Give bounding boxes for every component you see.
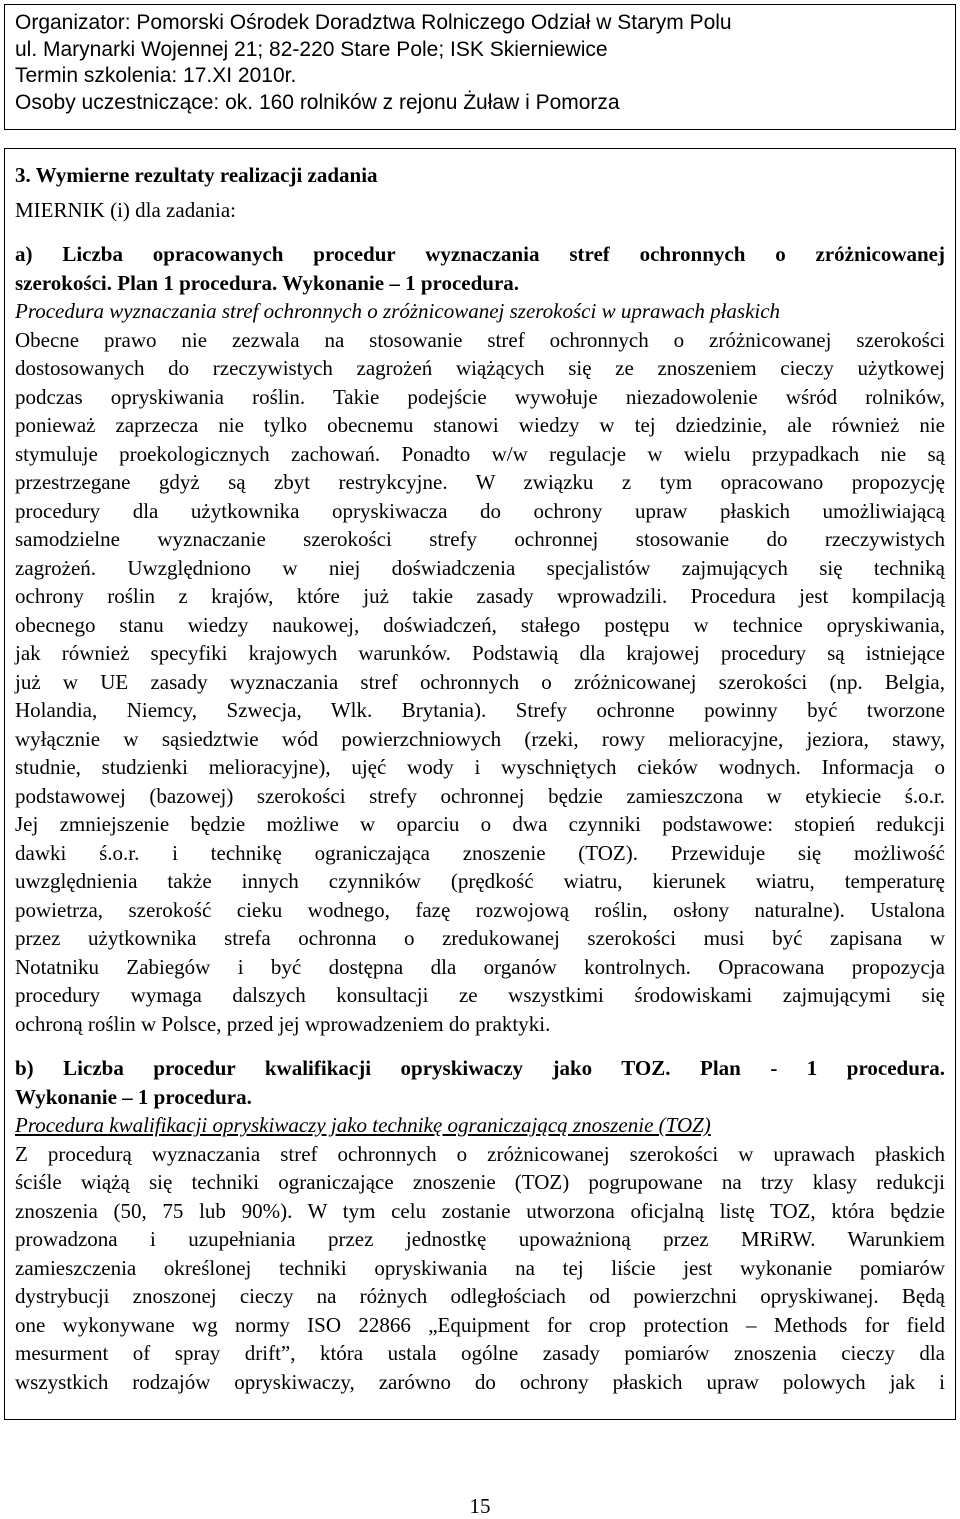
body-line: obecnego stanu wiedzy naukowej, doświadczeń, stałego postępu w technice opryskiwania, [15, 612, 945, 637]
organizer-info-box [4, 4, 956, 130]
item-a-subtitle: Procedura wyznaczania stref ochronnych o zróżnicowanej szerokości w uprawach płaskich [15, 299, 781, 323]
body-line: samodzielne wyznaczanie szerokości strefy ochronnej stosowanie do rzeczywistych [15, 527, 945, 551]
section-heading: 3. Wymierne rezultaty realizacji zadania [15, 163, 378, 187]
item-b-heading-line-2: Wykonanie – 1 procedura. [15, 1084, 252, 1109]
body-line: mesurment of spray drift”, która ustala ogólne zasady pomiarów znoszenia cieczy dla [15, 1341, 945, 1365]
body-line: jak również specyfiki krajowych warunków. Podstawią dla krajowej procedury są istniejące [15, 641, 945, 665]
body-line: przez użytkownika strefa ochronna o zredukowanej szerokości musi być zapisana w [15, 926, 945, 950]
item-a-heading-line-1: a) Liczba opracowanych procedur wyznaczania stref ochronnych o zróżnicowanej [15, 242, 945, 266]
body-line: ochrony roślin z krajów, które już takie zasady wprowadzili. Procedura jest kompilacją [15, 584, 945, 608]
body-line: Obecne prawo nie zezwala na stosowanie stref ochronnych o zróżnicowanej szerokości [15, 327, 945, 352]
body-line: uwzględnienia także innych czynników (prędkość wiatru, kierunek wiatru, temperaturę [15, 869, 945, 893]
miernik-label: MIERNIK (i) dla zadania: [15, 197, 237, 222]
body-line: przestrzegane gdyż są zbyt restrykcyjne. W związku z tym opracowano propozycję [15, 470, 945, 494]
body-line: procedury wymaga dalszych konsultacji ze wszystkimi środowiskami zajmującymi się [15, 983, 945, 1007]
body-line: wyłącznie w sąsiedztwie wód powierzchniowych (rzeki, rowy melioracyjne, jeziora, stawy, [15, 726, 945, 751]
body-line: procedury dla użytkownika opryskiwacza do ochrony upraw płaskich umożliwiającą [15, 498, 945, 523]
body-line: powietrza, szerokość cieku wodnego, fazę rozwojową roślin, osłony naturalne). Ustalona [15, 897, 945, 922]
body-line: Holandia, Niemcy, Szwecja, Wlk. Brytania). Strefy ochronne powinny być tworzone [15, 698, 945, 722]
item-a-body [15, 326, 945, 1039]
body-line: wszystkich rodzajów opryskiwaczy, zarówno do ochrony płaskich upraw polowych jak i [15, 1369, 945, 1394]
body-line: Notatniku Zabiegów i być dostępna dla organów kontrolnych. Opracowana propozycja [15, 954, 945, 979]
body-line: Jej zmniejszenie będzie możliwe w oparciu o dwa czynniki podstawowe: stopień redukcji [15, 812, 945, 836]
organizer-line: Organizator: Pomorski Ośrodek Doradztwa Rolniczego Odział w Starym Polu [15, 11, 732, 34]
item-a-heading-line-2: szerokości. Plan 1 procedura. Wykonanie – 1 procedura. [15, 270, 520, 295]
body-line: dystrybucji znoszonej cieczy na różnych odległościach od powierzchni opryskiwanej. Będą [15, 1284, 945, 1308]
body-line: studnie, studzienki melioracyjne), ujęć wody i wyschniętych cieków wodnych. Informacja o [15, 755, 945, 779]
page-number: 15 [469, 1494, 491, 1518]
results-section-box [4, 148, 956, 1420]
body-line: dawki ś.o.r. i technikę ograniczająca znoszenie (TOZ). Przewiduje się możliwość [15, 840, 945, 865]
body-line: one wykonywane wg normy ISO 22866 „Equipment for crop protection – Methods for field [15, 1312, 945, 1337]
body-line: Z procedurą wyznaczania stref ochronnych o zróżnicowanej szerokości w uprawach płaskich [15, 1141, 945, 1166]
body-line: ochroną roślin w Polsce, przed jej wprowadzeniem do praktyki. [15, 1011, 551, 1036]
body-line: podstawowej (bazowej) szerokości strefy ochronnej będzie zamieszczona w etykiecie ś.o.r. [15, 783, 945, 808]
body-line: ponieważ zaprzecza nie tylko obecnemu stanowi wiedzy w tej dziedzinie, ale również nie [15, 413, 945, 437]
body-line: już w UE zasady wyznaczania stref ochronnych o zróżnicowanej szerokości (np. Belgia, [15, 669, 945, 694]
participants-line: Osoby uczestniczące: ok. 160 rolników z rejonu Żuław i Pomorza [15, 90, 620, 114]
body-line: zagrożeń. Uwzględniono w niej doświadczenia specjalistów zajmujących się techniką [15, 555, 945, 580]
body-line: podczas opryskiwania roślin. Takie podejście wywołuje niezadowolenie wśród rolników, [15, 384, 945, 409]
body-line: znoszenia (50, 75 lub 90%). W tym celu zostanie utworzona oficjalną listę TOZ, która będzie [15, 1198, 945, 1223]
training-date-line: Termin szkolenia: 17.XI 2010r. [15, 64, 297, 87]
body-line: stymuluje proekologicznych zachowań. Ponadto w/w regulacje w wielu przypadkach nie są [15, 441, 945, 466]
body-line: ściśle wiążą się techniki ograniczające znoszenie (TOZ) pogrupowane na trzy klasy redukcji [15, 1170, 945, 1194]
body-line: prowadzona i uzupełniania przez jednostkę upoważnioną przez MRiRW. Warunkiem [15, 1227, 945, 1251]
body-line: zamieszczenia określonej techniki opryskiwania na tej liście jest wykonanie pomiarów [15, 1255, 945, 1280]
address-line: ul. Marynarki Wojennej 21; 82-220 Stare Pole; ISK Skierniewice [15, 37, 608, 61]
item-b-subtitle: Procedura kwalifikacji opryskiwaczy jako technikę ograniczającą znoszenie (TOZ) [15, 1113, 711, 1137]
item-b-body [15, 1140, 945, 1397]
item-b-heading-line-1: b) Liczba procedur kwalifikacji opryskiwaczy jako TOZ. Plan - 1 procedura. [15, 1056, 945, 1080]
body-line: dostosowanych do rzeczywistych zagrożeń wiążących się ze znoszeniem cieczy użytkowej [15, 356, 945, 380]
